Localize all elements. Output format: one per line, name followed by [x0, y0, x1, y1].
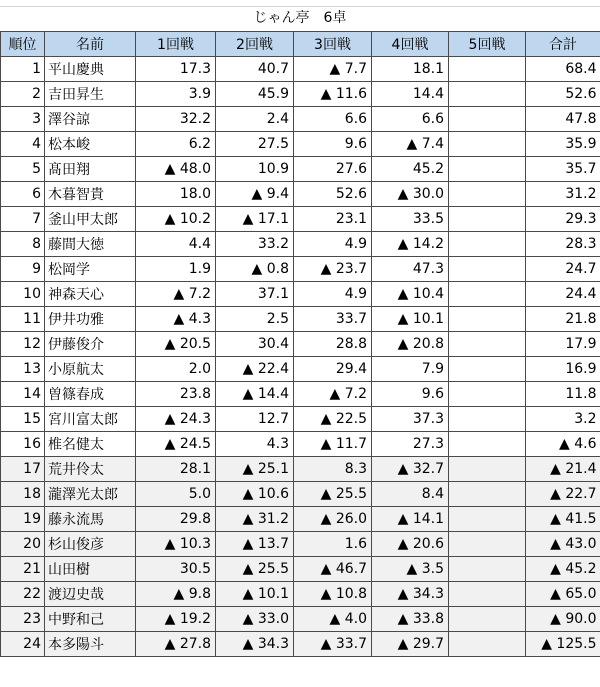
- header-round-1[interactable]: 1回戦: [136, 32, 216, 57]
- round-1-cell[interactable]: ▲ 24.5: [136, 432, 216, 457]
- rank-cell[interactable]: 16: [1, 432, 45, 457]
- total-cell[interactable]: 24.7: [526, 257, 600, 282]
- round-5-cell[interactable]: [449, 257, 526, 282]
- rank-cell[interactable]: 4: [1, 132, 45, 157]
- player-name-cell[interactable]: 椎名健太: [45, 432, 136, 457]
- round-3-cell[interactable]: 6.6: [294, 107, 372, 132]
- round-1-cell[interactable]: 23.8: [136, 382, 216, 407]
- table-row: [1, 132, 600, 157]
- rank-cell[interactable]: 21: [1, 557, 45, 582]
- round-5-cell[interactable]: [449, 557, 526, 582]
- total-cell[interactable]: 35.9: [526, 132, 600, 157]
- round-4-cell[interactable]: ▲ 34.3: [372, 582, 449, 607]
- total-cell[interactable]: 24.4: [526, 282, 600, 307]
- round-5-cell[interactable]: [449, 407, 526, 432]
- total-cell[interactable]: 52.6: [526, 82, 600, 107]
- header-round-4[interactable]: 4回戦: [372, 32, 449, 57]
- player-name-cell[interactable]: 宮川富太郎: [45, 407, 136, 432]
- player-name-cell[interactable]: 中野和己: [45, 607, 136, 632]
- round-4-cell[interactable]: 27.3: [372, 432, 449, 457]
- table-row: [1, 57, 600, 82]
- total-cell[interactable]: ▲ 21.4: [526, 457, 600, 482]
- round-2-cell[interactable]: 40.7: [216, 57, 294, 82]
- round-5-cell[interactable]: [449, 332, 526, 357]
- round-4-cell[interactable]: ▲ 20.6: [372, 532, 449, 557]
- round-1-cell[interactable]: ▲ 19.2: [136, 607, 216, 632]
- round-3-cell[interactable]: 4.9: [294, 282, 372, 307]
- total-cell[interactable]: ▲ 90.0: [526, 607, 600, 632]
- round-2-cell[interactable]: ▲ 34.3: [216, 632, 294, 657]
- round-2-cell[interactable]: 27.5: [216, 132, 294, 157]
- round-2-cell[interactable]: ▲ 10.1: [216, 582, 294, 607]
- round-3-cell[interactable]: 8.3: [294, 457, 372, 482]
- header-name[interactable]: 名前: [45, 32, 136, 57]
- header-rank[interactable]: 順位: [1, 32, 45, 57]
- round-1-cell[interactable]: 29.8: [136, 507, 216, 532]
- round-3-cell[interactable]: ▲ 11.7: [294, 432, 372, 457]
- player-name-cell[interactable]: 曽篠春成: [45, 382, 136, 407]
- rank-cell[interactable]: 15: [1, 407, 45, 432]
- table-row: [1, 432, 600, 457]
- rank-cell[interactable]: 1: [1, 57, 45, 82]
- round-2-cell[interactable]: ▲ 25.1: [216, 457, 294, 482]
- round-1-cell[interactable]: ▲ 24.3: [136, 407, 216, 432]
- round-1-cell[interactable]: ▲ 27.8: [136, 632, 216, 657]
- round-4-cell[interactable]: ▲ 10.1: [372, 307, 449, 332]
- table-row: [1, 607, 600, 632]
- round-5-cell[interactable]: [449, 357, 526, 382]
- round-4-cell[interactable]: ▲ 32.7: [372, 457, 449, 482]
- round-1-cell[interactable]: 3.9: [136, 82, 216, 107]
- round-3-cell[interactable]: ▲ 46.7: [294, 557, 372, 582]
- player-name-cell[interactable]: 澤谷諒: [45, 107, 136, 132]
- round-5-cell[interactable]: [449, 582, 526, 607]
- round-1-cell[interactable]: ▲ 48.0: [136, 157, 216, 182]
- round-2-cell[interactable]: 12.7: [216, 407, 294, 432]
- round-4-cell[interactable]: 8.4: [372, 482, 449, 507]
- player-name-cell[interactable]: 伊藤俊介: [45, 332, 136, 357]
- rank-cell[interactable]: 2: [1, 82, 45, 107]
- total-cell[interactable]: 16.9: [526, 357, 600, 382]
- table-row: [1, 482, 600, 507]
- header-round-3[interactable]: 3回戦: [294, 32, 372, 57]
- round-4-cell[interactable]: 6.6: [372, 107, 449, 132]
- round-1-cell[interactable]: 5.0: [136, 482, 216, 507]
- round-4-cell[interactable]: 9.6: [372, 382, 449, 407]
- round-3-cell[interactable]: 1.6: [294, 532, 372, 557]
- player-name-cell[interactable]: 山田樹: [45, 557, 136, 582]
- round-2-cell[interactable]: 2.5: [216, 307, 294, 332]
- total-cell[interactable]: 17.9: [526, 332, 600, 357]
- round-3-cell[interactable]: 27.6: [294, 157, 372, 182]
- total-cell[interactable]: 11.8: [526, 382, 600, 407]
- round-2-cell[interactable]: 45.9: [216, 82, 294, 107]
- round-5-cell[interactable]: [449, 382, 526, 407]
- table-row: [1, 307, 600, 332]
- round-2-cell[interactable]: ▲ 13.7: [216, 532, 294, 557]
- player-name-cell[interactable]: 藤永流馬: [45, 507, 136, 532]
- round-4-cell[interactable]: ▲ 10.4: [372, 282, 449, 307]
- round-2-cell[interactable]: ▲ 9.4: [216, 182, 294, 207]
- rank-cell[interactable]: 24: [1, 632, 45, 657]
- table-row: [1, 357, 600, 382]
- total-cell[interactable]: 3.2: [526, 407, 600, 432]
- total-cell[interactable]: ▲ 43.0: [526, 532, 600, 557]
- table-row: [1, 257, 600, 282]
- round-5-cell[interactable]: [449, 432, 526, 457]
- round-4-cell[interactable]: ▲ 30.0: [372, 182, 449, 207]
- round-4-cell[interactable]: 47.3: [372, 257, 449, 282]
- rank-cell[interactable]: 22: [1, 582, 45, 607]
- round-2-cell[interactable]: ▲ 33.0: [216, 607, 294, 632]
- rank-cell[interactable]: 19: [1, 507, 45, 532]
- table-row: [1, 182, 600, 207]
- round-3-cell[interactable]: 4.9: [294, 232, 372, 257]
- round-1-cell[interactable]: 4.4: [136, 232, 216, 257]
- round-1-cell[interactable]: 17.3: [136, 57, 216, 82]
- round-3-cell[interactable]: ▲ 4.0: [294, 607, 372, 632]
- round-2-cell[interactable]: ▲ 0.8: [216, 257, 294, 282]
- round-4-cell[interactable]: 7.9: [372, 357, 449, 382]
- round-4-cell[interactable]: ▲ 3.5: [372, 557, 449, 582]
- round-4-cell[interactable]: ▲ 7.4: [372, 132, 449, 157]
- round-2-cell[interactable]: ▲ 14.4: [216, 382, 294, 407]
- round-4-cell[interactable]: ▲ 20.8: [372, 332, 449, 357]
- total-cell[interactable]: ▲ 22.7: [526, 482, 600, 507]
- table-row: [1, 582, 600, 607]
- round-2-cell[interactable]: ▲ 22.4: [216, 357, 294, 382]
- round-3-cell[interactable]: ▲ 10.8: [294, 582, 372, 607]
- round-2-cell[interactable]: 4.3: [216, 432, 294, 457]
- round-3-cell[interactable]: ▲ 7.2: [294, 382, 372, 407]
- total-cell[interactable]: ▲ 45.2: [526, 557, 600, 582]
- round-2-cell[interactable]: ▲ 25.5: [216, 557, 294, 582]
- rank-cell[interactable]: 18: [1, 482, 45, 507]
- round-3-cell[interactable]: ▲ 25.5: [294, 482, 372, 507]
- total-cell[interactable]: 47.8: [526, 107, 600, 132]
- player-name-cell[interactable]: 渡辺史哉: [45, 582, 136, 607]
- round-5-cell[interactable]: [449, 482, 526, 507]
- round-1-cell[interactable]: ▲ 9.8: [136, 582, 216, 607]
- rank-cell[interactable]: 8: [1, 232, 45, 257]
- round-4-cell[interactable]: 18.1: [372, 57, 449, 82]
- score-table-body: [1, 57, 600, 657]
- round-2-cell[interactable]: 10.9: [216, 157, 294, 182]
- round-3-cell[interactable]: ▲ 11.6: [294, 82, 372, 107]
- round-1-cell[interactable]: ▲ 7.2: [136, 282, 216, 307]
- player-name-cell[interactable]: 釜山甲太郎: [45, 207, 136, 232]
- round-1-cell[interactable]: 28.1: [136, 457, 216, 482]
- total-cell[interactable]: ▲ 4.6: [526, 432, 600, 457]
- round-1-cell[interactable]: ▲ 10.2: [136, 207, 216, 232]
- round-4-cell[interactable]: 33.5: [372, 207, 449, 232]
- round-1-cell[interactable]: 6.2: [136, 132, 216, 157]
- table-row: [1, 557, 600, 582]
- player-name-cell[interactable]: 松本峻: [45, 132, 136, 157]
- round-5-cell[interactable]: [449, 82, 526, 107]
- total-cell[interactable]: ▲ 41.5: [526, 507, 600, 532]
- table-row: [1, 232, 600, 257]
- header-total[interactable]: 合計: [526, 32, 600, 57]
- round-5-cell[interactable]: [449, 507, 526, 532]
- player-name-cell[interactable]: 髙田翔: [45, 157, 136, 182]
- round-3-cell[interactable]: 52.6: [294, 182, 372, 207]
- round-2-cell[interactable]: 37.1: [216, 282, 294, 307]
- round-5-cell[interactable]: [449, 207, 526, 232]
- round-1-cell[interactable]: 32.2: [136, 107, 216, 132]
- total-cell[interactable]: 35.7: [526, 157, 600, 182]
- table-row: [1, 82, 600, 107]
- round-3-cell[interactable]: ▲ 26.0: [294, 507, 372, 532]
- round-2-cell[interactable]: ▲ 10.6: [216, 482, 294, 507]
- header-round-2[interactable]: 2回戦: [216, 32, 294, 57]
- round-2-cell[interactable]: 2.4: [216, 107, 294, 132]
- table-row: [1, 282, 600, 307]
- round-4-cell[interactable]: ▲ 33.8: [372, 607, 449, 632]
- rank-cell[interactable]: 17: [1, 457, 45, 482]
- player-name-cell[interactable]: 瀧澤光太郎: [45, 482, 136, 507]
- rank-cell[interactable]: 3: [1, 107, 45, 132]
- table-row: [1, 382, 600, 407]
- rank-cell[interactable]: 20: [1, 532, 45, 557]
- rank-cell[interactable]: 12: [1, 332, 45, 357]
- player-name-cell[interactable]: 伊井功雅: [45, 307, 136, 332]
- round-1-cell[interactable]: 18.0: [136, 182, 216, 207]
- round-3-cell[interactable]: ▲ 23.7: [294, 257, 372, 282]
- round-5-cell[interactable]: [449, 107, 526, 132]
- table-row: [1, 107, 600, 132]
- rank-cell[interactable]: 13: [1, 357, 45, 382]
- round-3-cell[interactable]: 28.8: [294, 332, 372, 357]
- round-1-cell[interactable]: 30.5: [136, 557, 216, 582]
- player-name-cell[interactable]: 藤間大徳: [45, 232, 136, 257]
- player-name-cell[interactable]: 小原航太: [45, 357, 136, 382]
- sheet-title: じゃん亭 6卓: [253, 10, 347, 26]
- round-1-cell[interactable]: 1.9: [136, 257, 216, 282]
- round-2-cell[interactable]: 33.2: [216, 232, 294, 257]
- round-5-cell[interactable]: [449, 532, 526, 557]
- score-table: [0, 31, 600, 657]
- header-round-5[interactable]: 5回戦: [449, 32, 526, 57]
- rank-cell[interactable]: 10: [1, 282, 45, 307]
- round-5-cell[interactable]: [449, 132, 526, 157]
- round-5-cell[interactable]: [449, 182, 526, 207]
- round-4-cell[interactable]: 45.2: [372, 157, 449, 182]
- table-row: [1, 157, 600, 182]
- round-4-cell[interactable]: 37.3: [372, 407, 449, 432]
- round-3-cell[interactable]: ▲ 22.5: [294, 407, 372, 432]
- table-row: [1, 207, 600, 232]
- table-row: [1, 507, 600, 532]
- round-5-cell[interactable]: [449, 282, 526, 307]
- table-row: [1, 532, 600, 557]
- rank-cell[interactable]: 9: [1, 257, 45, 282]
- table-row: [1, 457, 600, 482]
- rank-cell[interactable]: 11: [1, 307, 45, 332]
- round-5-cell[interactable]: [449, 157, 526, 182]
- total-cell[interactable]: ▲ 125.5: [526, 632, 600, 657]
- table-row: [1, 632, 600, 657]
- round-4-cell[interactable]: ▲ 14.2: [372, 232, 449, 257]
- round-4-cell[interactable]: 14.4: [372, 82, 449, 107]
- total-cell[interactable]: 21.8: [526, 307, 600, 332]
- total-cell[interactable]: ▲ 65.0: [526, 582, 600, 607]
- player-name-cell[interactable]: 平山慶典: [45, 57, 136, 82]
- rank-cell[interactable]: 6: [1, 182, 45, 207]
- header-row: [1, 32, 600, 57]
- round-4-cell[interactable]: ▲ 29.7: [372, 632, 449, 657]
- round-2-cell[interactable]: 30.4: [216, 332, 294, 357]
- player-name-cell[interactable]: 神森天心: [45, 282, 136, 307]
- round-3-cell[interactable]: ▲ 7.7: [294, 57, 372, 82]
- player-name-cell[interactable]: 吉田昇生: [45, 82, 136, 107]
- round-2-cell[interactable]: ▲ 17.1: [216, 207, 294, 232]
- player-name-cell[interactable]: 松岡学: [45, 257, 136, 282]
- rank-cell[interactable]: 14: [1, 382, 45, 407]
- player-name-cell[interactable]: 木暮智貴: [45, 182, 136, 207]
- round-1-cell[interactable]: 2.0: [136, 357, 216, 382]
- round-1-cell[interactable]: ▲ 4.3: [136, 307, 216, 332]
- total-cell[interactable]: 31.2: [526, 182, 600, 207]
- round-1-cell[interactable]: ▲ 10.3: [136, 532, 216, 557]
- rank-cell[interactable]: 7: [1, 207, 45, 232]
- round-3-cell[interactable]: 29.4: [294, 357, 372, 382]
- round-4-cell[interactable]: ▲ 14.1: [372, 507, 449, 532]
- total-cell[interactable]: 29.3: [526, 207, 600, 232]
- round-5-cell[interactable]: [449, 307, 526, 332]
- round-5-cell[interactable]: [449, 232, 526, 257]
- rank-cell[interactable]: 5: [1, 157, 45, 182]
- round-3-cell[interactable]: 23.1: [294, 207, 372, 232]
- player-name-cell[interactable]: 杉山俊彦: [45, 532, 136, 557]
- table-row: [1, 332, 600, 357]
- round-3-cell[interactable]: 9.6: [294, 132, 372, 157]
- player-name-cell[interactable]: 荒井伶太: [45, 457, 136, 482]
- rank-cell[interactable]: 23: [1, 607, 45, 632]
- round-5-cell[interactable]: [449, 607, 526, 632]
- total-cell[interactable]: 28.3: [526, 232, 600, 257]
- round-1-cell[interactable]: ▲ 20.5: [136, 332, 216, 357]
- total-cell[interactable]: 68.4: [526, 57, 600, 82]
- round-5-cell[interactable]: [449, 457, 526, 482]
- round-5-cell[interactable]: [449, 57, 526, 82]
- round-2-cell[interactable]: ▲ 31.2: [216, 507, 294, 532]
- table-row: [1, 407, 600, 432]
- player-name-cell[interactable]: 本多陽斗: [45, 632, 136, 657]
- round-5-cell[interactable]: [449, 632, 526, 657]
- round-3-cell[interactable]: ▲ 33.7: [294, 632, 372, 657]
- round-3-cell[interactable]: 33.7: [294, 307, 372, 332]
